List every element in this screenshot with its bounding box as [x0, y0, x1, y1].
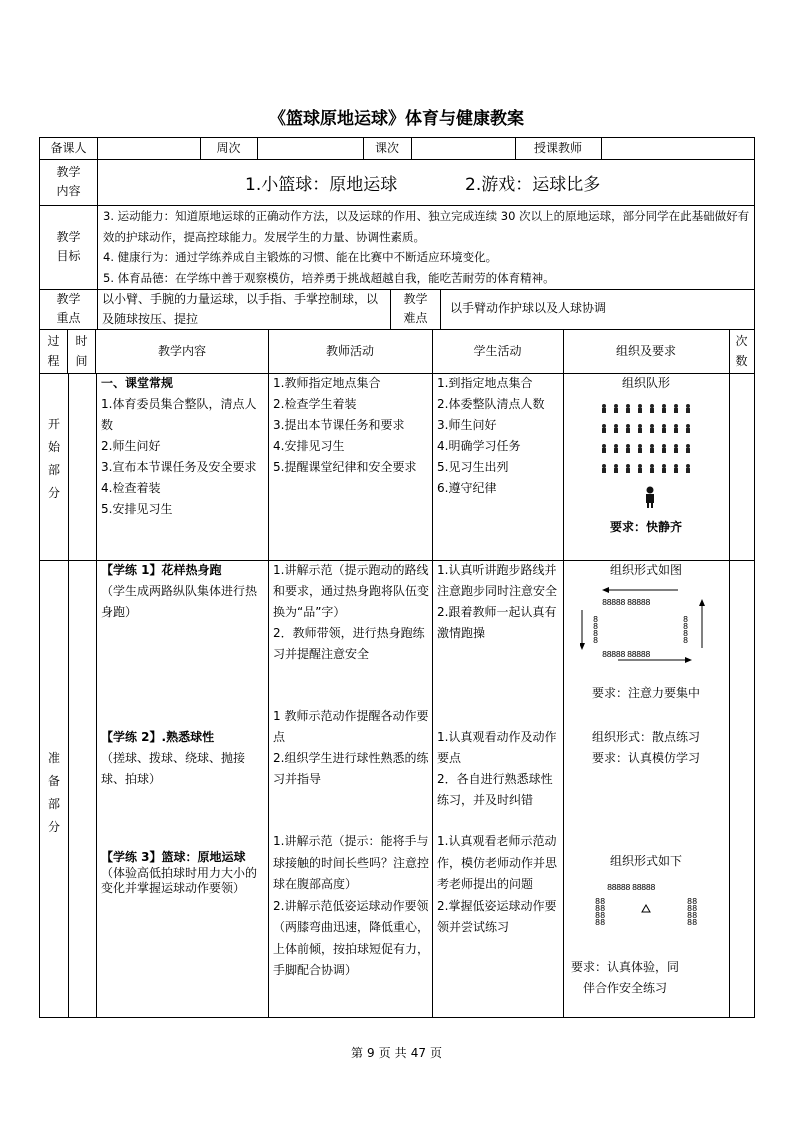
difficulty-text: 以手臂动作护球以及人球协调: [450, 301, 607, 315]
header-bar: [39, 137, 755, 160]
svg-text:88: 88: [687, 911, 698, 920]
page-title: 《篮球原地运球》体育与健康教案: [269, 109, 524, 129]
goals-row: [40, 205, 754, 290]
ex3-org-requirement-1: 要求：认真体验，同: [571, 960, 680, 974]
prep-section: [40, 560, 754, 1018]
ex2-student-2: 2．各自进行熟悉球性练习，并及时纠错: [437, 772, 553, 807]
svg-text:88: 88: [687, 918, 698, 927]
formation-row: [598, 399, 698, 419]
ex3-teacher-1: 1.讲解示范（提示：能将手与球接触的时间长些吗？注意控球在腹部高度）: [273, 834, 430, 891]
ex1-org-requirement: 要求：注意力要集中: [591, 686, 700, 700]
start-phase-label: 开始部分: [47, 417, 60, 500]
ex1-student-2: 2.跟着教师一起认真有激情跑操: [437, 605, 557, 640]
running-route-diagram: [580, 582, 715, 664]
goal-line-1: 3. 运动能力：知道原地运球的正确动作方法，以及运球的作用、独立完成连续 30 次以上的原地运球，部分同学在此基础做好有效的护球动作，提高控球能力。发展学生的力量、协调性素质。: [103, 209, 750, 244]
svg-text:88888 88888: 88888 88888: [602, 598, 650, 607]
ex3-org-requirement-2: 伴合作安全练习: [583, 981, 668, 995]
content-item-2: 2.游戏：运球比多: [465, 175, 601, 195]
svg-text:8: 8: [683, 636, 689, 645]
ex2-student-1: 1.认真观看动作及动作要点: [437, 730, 557, 765]
svg-text:88: 88: [595, 904, 606, 913]
ex1-desc: （学生成两路纵队集体进行热身跑）: [101, 584, 258, 619]
start-org-title: 组织队形: [621, 376, 670, 390]
start-section: [40, 373, 754, 561]
start-student-1: 1.到指定地点集合: [437, 376, 533, 390]
start-student-6: 6.遵守纪律: [437, 481, 497, 495]
col-teacher: 教师活动: [268, 329, 433, 373]
ex1-teacher-2: 2．教师带领，进行热身跑练习并提醒注意安全: [273, 626, 425, 661]
lesson-no-value[interactable]: [411, 138, 516, 159]
start-teacher-5: 5.提醒课堂纪律和安全要求: [273, 460, 417, 474]
svg-text:8: 8: [683, 615, 689, 624]
goal-line-2: 4. 健康行为：通过学练养成自主锻炼的习惯、能在比赛中不断适应环境变化。: [103, 250, 498, 264]
week-value[interactable]: [257, 138, 364, 159]
start-content-4: 4.检查着装: [101, 481, 161, 495]
label-lesson-no: 课次: [363, 138, 412, 159]
key-text: 以小臂、手腕的力量运球，以手指、手掌控制球，以及随球按压、提拉: [102, 292, 379, 326]
svg-text:8: 8: [593, 622, 599, 631]
svg-text:8: 8: [593, 636, 599, 645]
dribbling-formation-diagram: [590, 880, 705, 935]
ex1-org-title: 组织形式如图: [609, 563, 682, 577]
svg-text:8: 8: [593, 615, 599, 624]
column-header-row: [40, 329, 754, 374]
ex3-student-1: 1.认真观看老师示范动作，模仿老师动作并思考老师提出的问题: [437, 834, 558, 891]
start-content-heading: 一、课堂常规: [101, 376, 174, 390]
preparer-value[interactable]: [97, 138, 201, 159]
teacher-figure-icon: [643, 486, 657, 508]
label-teacher: 授课教师: [515, 138, 602, 159]
start-content-5: 5.安排见习生: [101, 502, 173, 516]
formation-row: [598, 459, 698, 479]
start-student-3: 3.师生问好: [437, 418, 497, 432]
svg-text:88: 88: [687, 897, 698, 906]
content-item-1: 1.小篮球：原地运球: [245, 175, 398, 195]
page-footer: 第 9 页 共 47 页: [351, 1046, 442, 1060]
ex2-teacher-1: 1 教师示范动作提醒各动作要点: [273, 709, 429, 744]
content-label: 教学内容: [56, 165, 81, 198]
ex2-org-requirement: 要求：认真模仿学习: [591, 751, 700, 765]
col-content: 教学内容: [96, 329, 269, 373]
start-content-2: 2.师生问好: [101, 439, 161, 453]
col-student: 学生活动: [432, 329, 564, 373]
svg-text:88888 88888: 88888 88888: [602, 650, 650, 659]
start-teacher-4: 4.安排见习生: [273, 439, 345, 453]
plan-body: [39, 159, 755, 1018]
goal-line-3: 5. 体育品德：在学练中善于观察模仿，培养勇于挑战超越自我，能吃苦耐劳的体育精神。: [103, 270, 555, 285]
key-row: [40, 289, 754, 330]
svg-text:88: 88: [595, 897, 606, 906]
svg-text:88: 88: [595, 911, 606, 920]
start-student-2: 2.体委整队清点人数: [437, 397, 545, 411]
svg-text:8: 8: [683, 629, 689, 638]
prep-phase-label: 准备部分: [47, 751, 60, 834]
teacher-value[interactable]: [601, 138, 754, 159]
label-week: 周次: [200, 138, 258, 159]
ex2-org-title: 组织形式：散点练习: [591, 730, 700, 744]
ex2-title: 【学练 2】.熟悉球性: [101, 730, 215, 744]
label-preparer: 备课人: [40, 138, 98, 159]
ex2-teacher-2: 2.组织学生进行球性熟悉的练习并指导: [273, 751, 429, 786]
goals-label: 教学目标: [56, 230, 81, 263]
ex2-desc: （搓球、拨球、绕球、抛接球、拍球）: [101, 751, 246, 786]
col-count: 次数: [735, 334, 748, 368]
svg-text:88888 88888: 88888 88888: [607, 883, 655, 892]
current-page: 9: [367, 1046, 375, 1060]
formation-row: [598, 419, 698, 439]
ex3-teacher-2: 2.讲解示范低姿运球动作要领（两膝弯曲迅速，降低重心，上体前倾，按拍球短促有力，手脚配合协调）: [273, 898, 430, 977]
ex3-org-title: 组织形式如下: [609, 854, 682, 868]
content-row: [40, 159, 754, 206]
ex3-desc: （体验高低拍球时用力大小的变化并掌握运球动作要领）: [101, 866, 258, 895]
svg-text:8: 8: [593, 629, 599, 638]
svg-text:88: 88: [595, 918, 606, 927]
start-content-3: 3.宣布本节课任务及安全要求: [101, 460, 257, 474]
col-process: 过程: [47, 334, 60, 368]
ex1-student-1: 1.认真听讲跑步路线并注意跑步同时注意安全: [437, 563, 558, 598]
ex3-title: 【学练 3】篮球：原地运球: [101, 850, 246, 864]
start-teacher-2: 2.检查学生着装: [273, 397, 357, 411]
formation-diagram: [598, 399, 698, 479]
total-pages: 47: [410, 1046, 426, 1060]
svg-text:88: 88: [687, 904, 698, 913]
col-organization: 组织及要求: [563, 329, 730, 373]
start-org-requirement: 要求：快静齐: [609, 520, 682, 534]
ex1-title: 【学练 1】花样热身跑: [101, 563, 222, 577]
ex1-teacher-1: 1.讲解示范（提示跑动的路线和要求，通过热身跑将队伍变换为“品”字）: [273, 563, 430, 619]
formation-row: [598, 439, 698, 459]
col-time: 时间: [75, 334, 88, 368]
start-teacher-3: 3.提出本节课任务和要求: [273, 418, 405, 432]
key-label: 教学重点: [56, 292, 81, 325]
start-student-4: 4.明确学习任务: [437, 439, 521, 453]
start-content-1: 1.体育委员集合整队，清点人数: [101, 397, 257, 432]
start-student-5: 5.见习生出列: [437, 460, 509, 474]
start-teacher-1: 1.教师指定地点集合: [273, 376, 381, 390]
svg-text:8: 8: [683, 622, 689, 631]
ex3-student-2: 2.掌握低姿运球动作要领并尝试练习: [437, 898, 557, 934]
difficulty-label: 教学难点: [403, 292, 428, 325]
